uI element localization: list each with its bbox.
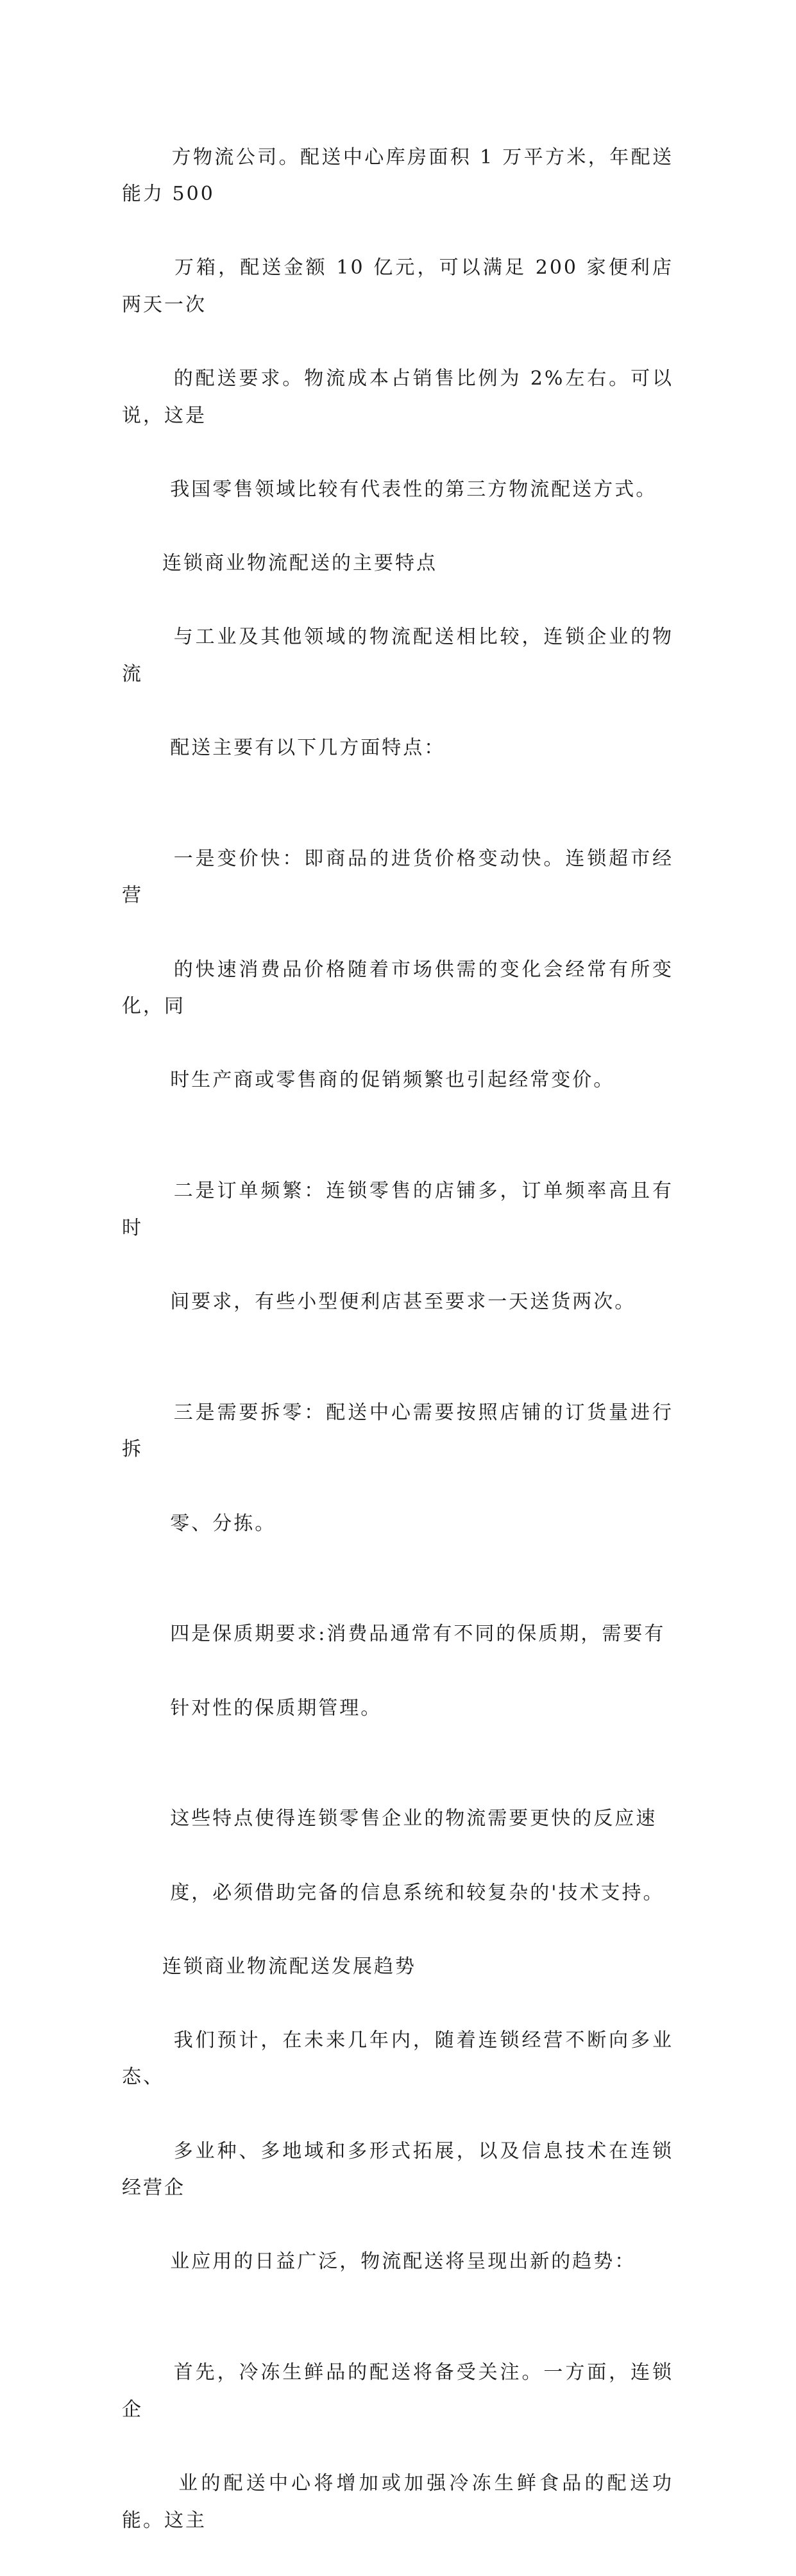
paragraph-line: 三是需要拆零：配送中心需要按照店铺的订货量进行拆 bbox=[122, 1401, 674, 1461]
paragraph bbox=[122, 803, 673, 1135]
paragraph-line: 四是保质期要求:消费品通常有不同的保质期，需要有 bbox=[170, 1623, 666, 1646]
paragraph-line: 的快速消费品价格随着市场供需的变化会经常有所变化，同 bbox=[122, 958, 674, 1018]
paragraph-line: 针对性的保质期管理。 bbox=[170, 1696, 382, 1719]
section-heading-text: 连锁商业物流配送发展趋势 bbox=[162, 1955, 416, 1978]
paragraph-line: 时生产商或零售商的促销频繁也引起经常变价。 bbox=[170, 1069, 615, 1092]
paragraph bbox=[122, 102, 673, 545]
paragraph-line: 与工业及其他领域的物流配送相比较，连锁企业的物流 bbox=[122, 626, 674, 685]
paragraph-line: 度，必须借助完备的信息系统和较复杂的'技术支持。 bbox=[170, 1881, 665, 1904]
section-heading bbox=[122, 545, 673, 582]
paragraph bbox=[122, 1357, 673, 1579]
paragraph bbox=[122, 1985, 673, 2317]
section-heading bbox=[122, 1948, 673, 1986]
paragraph-line: 我国零售领域比较有代表性的第三方物流配送方式。 bbox=[170, 478, 657, 501]
paragraph-line: 多业种、多地域和多形式拓展，以及信息技术在连锁经营企 bbox=[122, 2139, 674, 2200]
paragraph bbox=[122, 582, 673, 804]
paragraph bbox=[122, 1764, 673, 1948]
section-heading-text: 连锁商业物流配送的主要特点 bbox=[162, 552, 437, 575]
paragraph bbox=[122, 1136, 673, 1358]
paragraph-line: 万箱，配送金额 10 亿元，可以满足 200 家便利店两天一次 bbox=[122, 256, 673, 316]
paragraph bbox=[122, 2318, 673, 2576]
paragraph-line: 一是变价快：即商品的进货价格变动快。连锁超市经营 bbox=[122, 847, 674, 907]
paragraph-line: 业的配送中心将增加或加强冷冻生鲜食品的配送功能。这主 bbox=[122, 2472, 673, 2532]
paragraph-line: 业应用的日益广泛，物流配送将呈现出新的趋势： bbox=[170, 2250, 636, 2273]
paragraph bbox=[122, 1579, 673, 1764]
paragraph-line: 配送主要有以下几方面特点： bbox=[170, 737, 446, 760]
paragraph-line: 首先，冷冻生鲜品的配送将备受关注。一方面，连锁企 bbox=[122, 2361, 674, 2421]
paragraph-line: 我们预计，在未来几年内，随着连锁经营不断向多业态、 bbox=[122, 2028, 674, 2089]
paragraph-line: 的配送要求。物流成本占销售比例为 2%左右。可以说，这是 bbox=[122, 367, 673, 427]
paragraph-line: 二是订单频繁：连锁零售的店铺多，订单频率高且有时 bbox=[122, 1180, 674, 1239]
paragraph-line: 间要求，有些小型便利店甚至要求一天送货两次。 bbox=[170, 1291, 636, 1313]
paragraph-line: 这些特点使得连锁零售企业的物流需要更快的反应速 bbox=[170, 1807, 657, 1830]
paragraph-line: 方物流公司。配送中心库房面积 1 万平方米，年配送能力 500 bbox=[122, 146, 673, 206]
paragraph-line: 零、分拣。 bbox=[170, 1512, 276, 1535]
document-body bbox=[122, 102, 673, 2576]
